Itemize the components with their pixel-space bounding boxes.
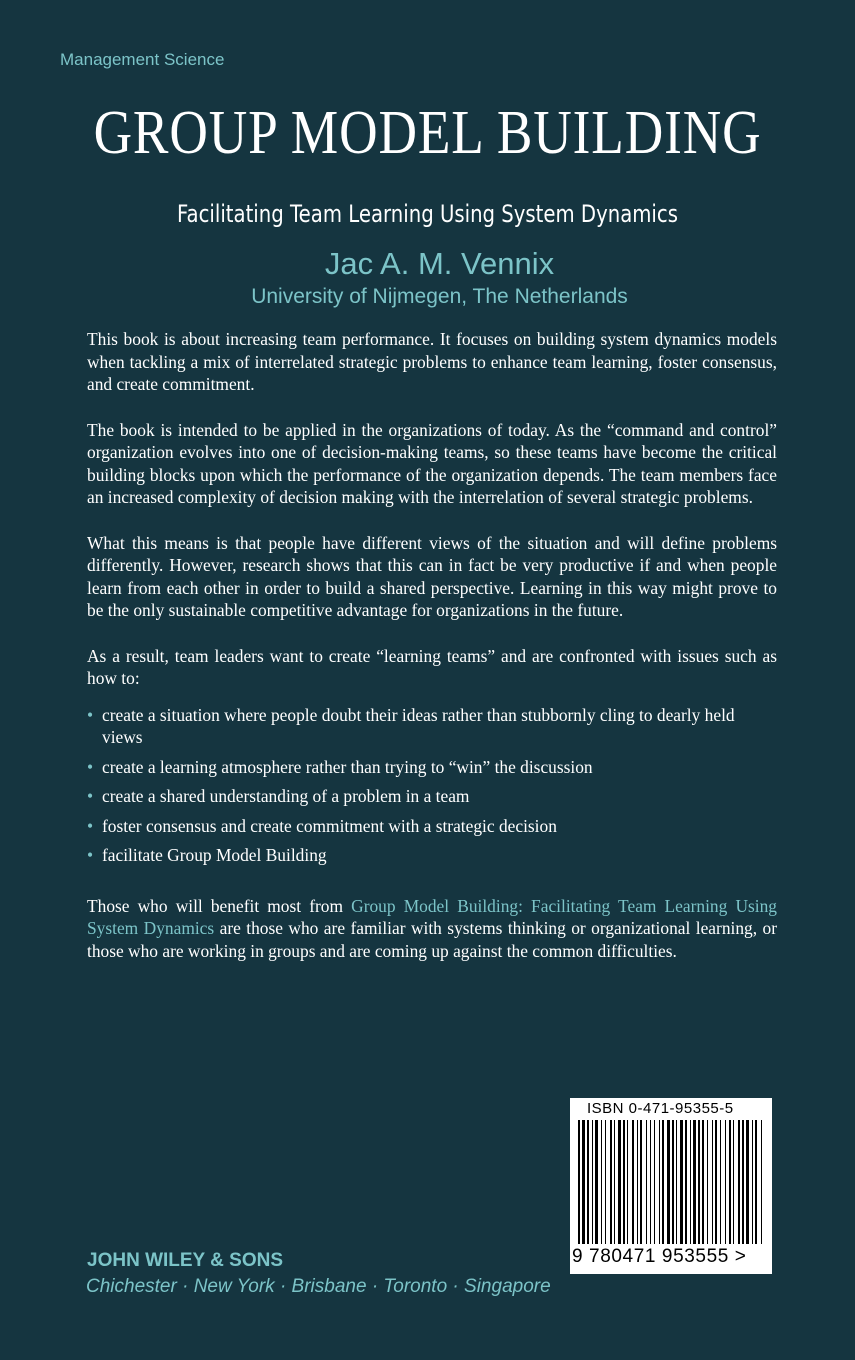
bullet-item: • facilitate Group Model Building	[87, 844, 777, 867]
bullet-list	[87, 704, 777, 867]
blurb-text	[87, 328, 777, 985]
bullet-item: • foster consensus and create commitment with a strategic decision	[87, 815, 777, 838]
closing-paragraph	[87, 895, 777, 963]
paragraph: As a result, team leaders want to create “learning teams” and are confronted with issues such as how to:	[87, 645, 777, 688]
closing-text-end: are those who are familiar with systems thinking or organizational learning, or those who are working in groups and are coming up against the common difficulties.	[87, 918, 778, 961]
author-affiliation: University of Nijmegen, The Netherlands	[251, 285, 628, 308]
closing-text-start: Those who will benefit most from	[87, 895, 352, 916]
paragraph: The book is intended to be applied in the organizations of today. As the “command and control” organization evolves into one of decision-making teams, so these teams have become the critical building blocks upon which the performance of the organization depends. The team members face an increased complexity of decision making with the interrelation of several strategic problems.	[87, 419, 777, 507]
isbn-barcode-box	[570, 1098, 772, 1274]
isbn-label: ISBN 0-471-95355-5	[587, 1100, 734, 1117]
publisher-name: JOHN WILEY & SONS	[87, 1250, 284, 1271]
book-title: GROUP MODEL BUILDING	[93, 99, 762, 167]
publisher-cities: Chichester · New York · Brisbane · Toronto · Singapore	[86, 1276, 551, 1297]
book-subtitle: Facilitating Team Learning Using System Dynamics	[177, 200, 678, 228]
barcode-image	[570, 1120, 772, 1248]
series-label: Management Science	[60, 50, 225, 69]
bullet-item: • create a situation where people doubt their ideas rather than stubbornly cling to dearly held views	[87, 704, 777, 749]
barcode-number: 9 780471 953555 >	[572, 1246, 747, 1267]
paragraph: What this means is that people have different views of the situation and will define problems differently. However, research shows that this can in fact be very productive if and when people learn from each other in order to build a shared perspective. Learning in this way might prove to be the only sustainable competitive advantage for organizations in the future.	[87, 532, 777, 620]
bullet-item: • create a learning atmosphere rather than trying to “win” the discussion	[87, 756, 777, 779]
paragraph: This book is about increasing team performance. It focuses on building system dynamics models when tackling a mix of interrelated strategic problems to enhance team learning, foster consensus, and create commitment.	[87, 329, 777, 394]
author-name: Jac A. M. Vennix	[324, 246, 555, 281]
bullet-item: • create a shared understanding of a problem in a team	[87, 785, 777, 808]
closing-book-title: Group Model Building: Facilitating Team Learning Using System Dynamics	[87, 895, 777, 938]
